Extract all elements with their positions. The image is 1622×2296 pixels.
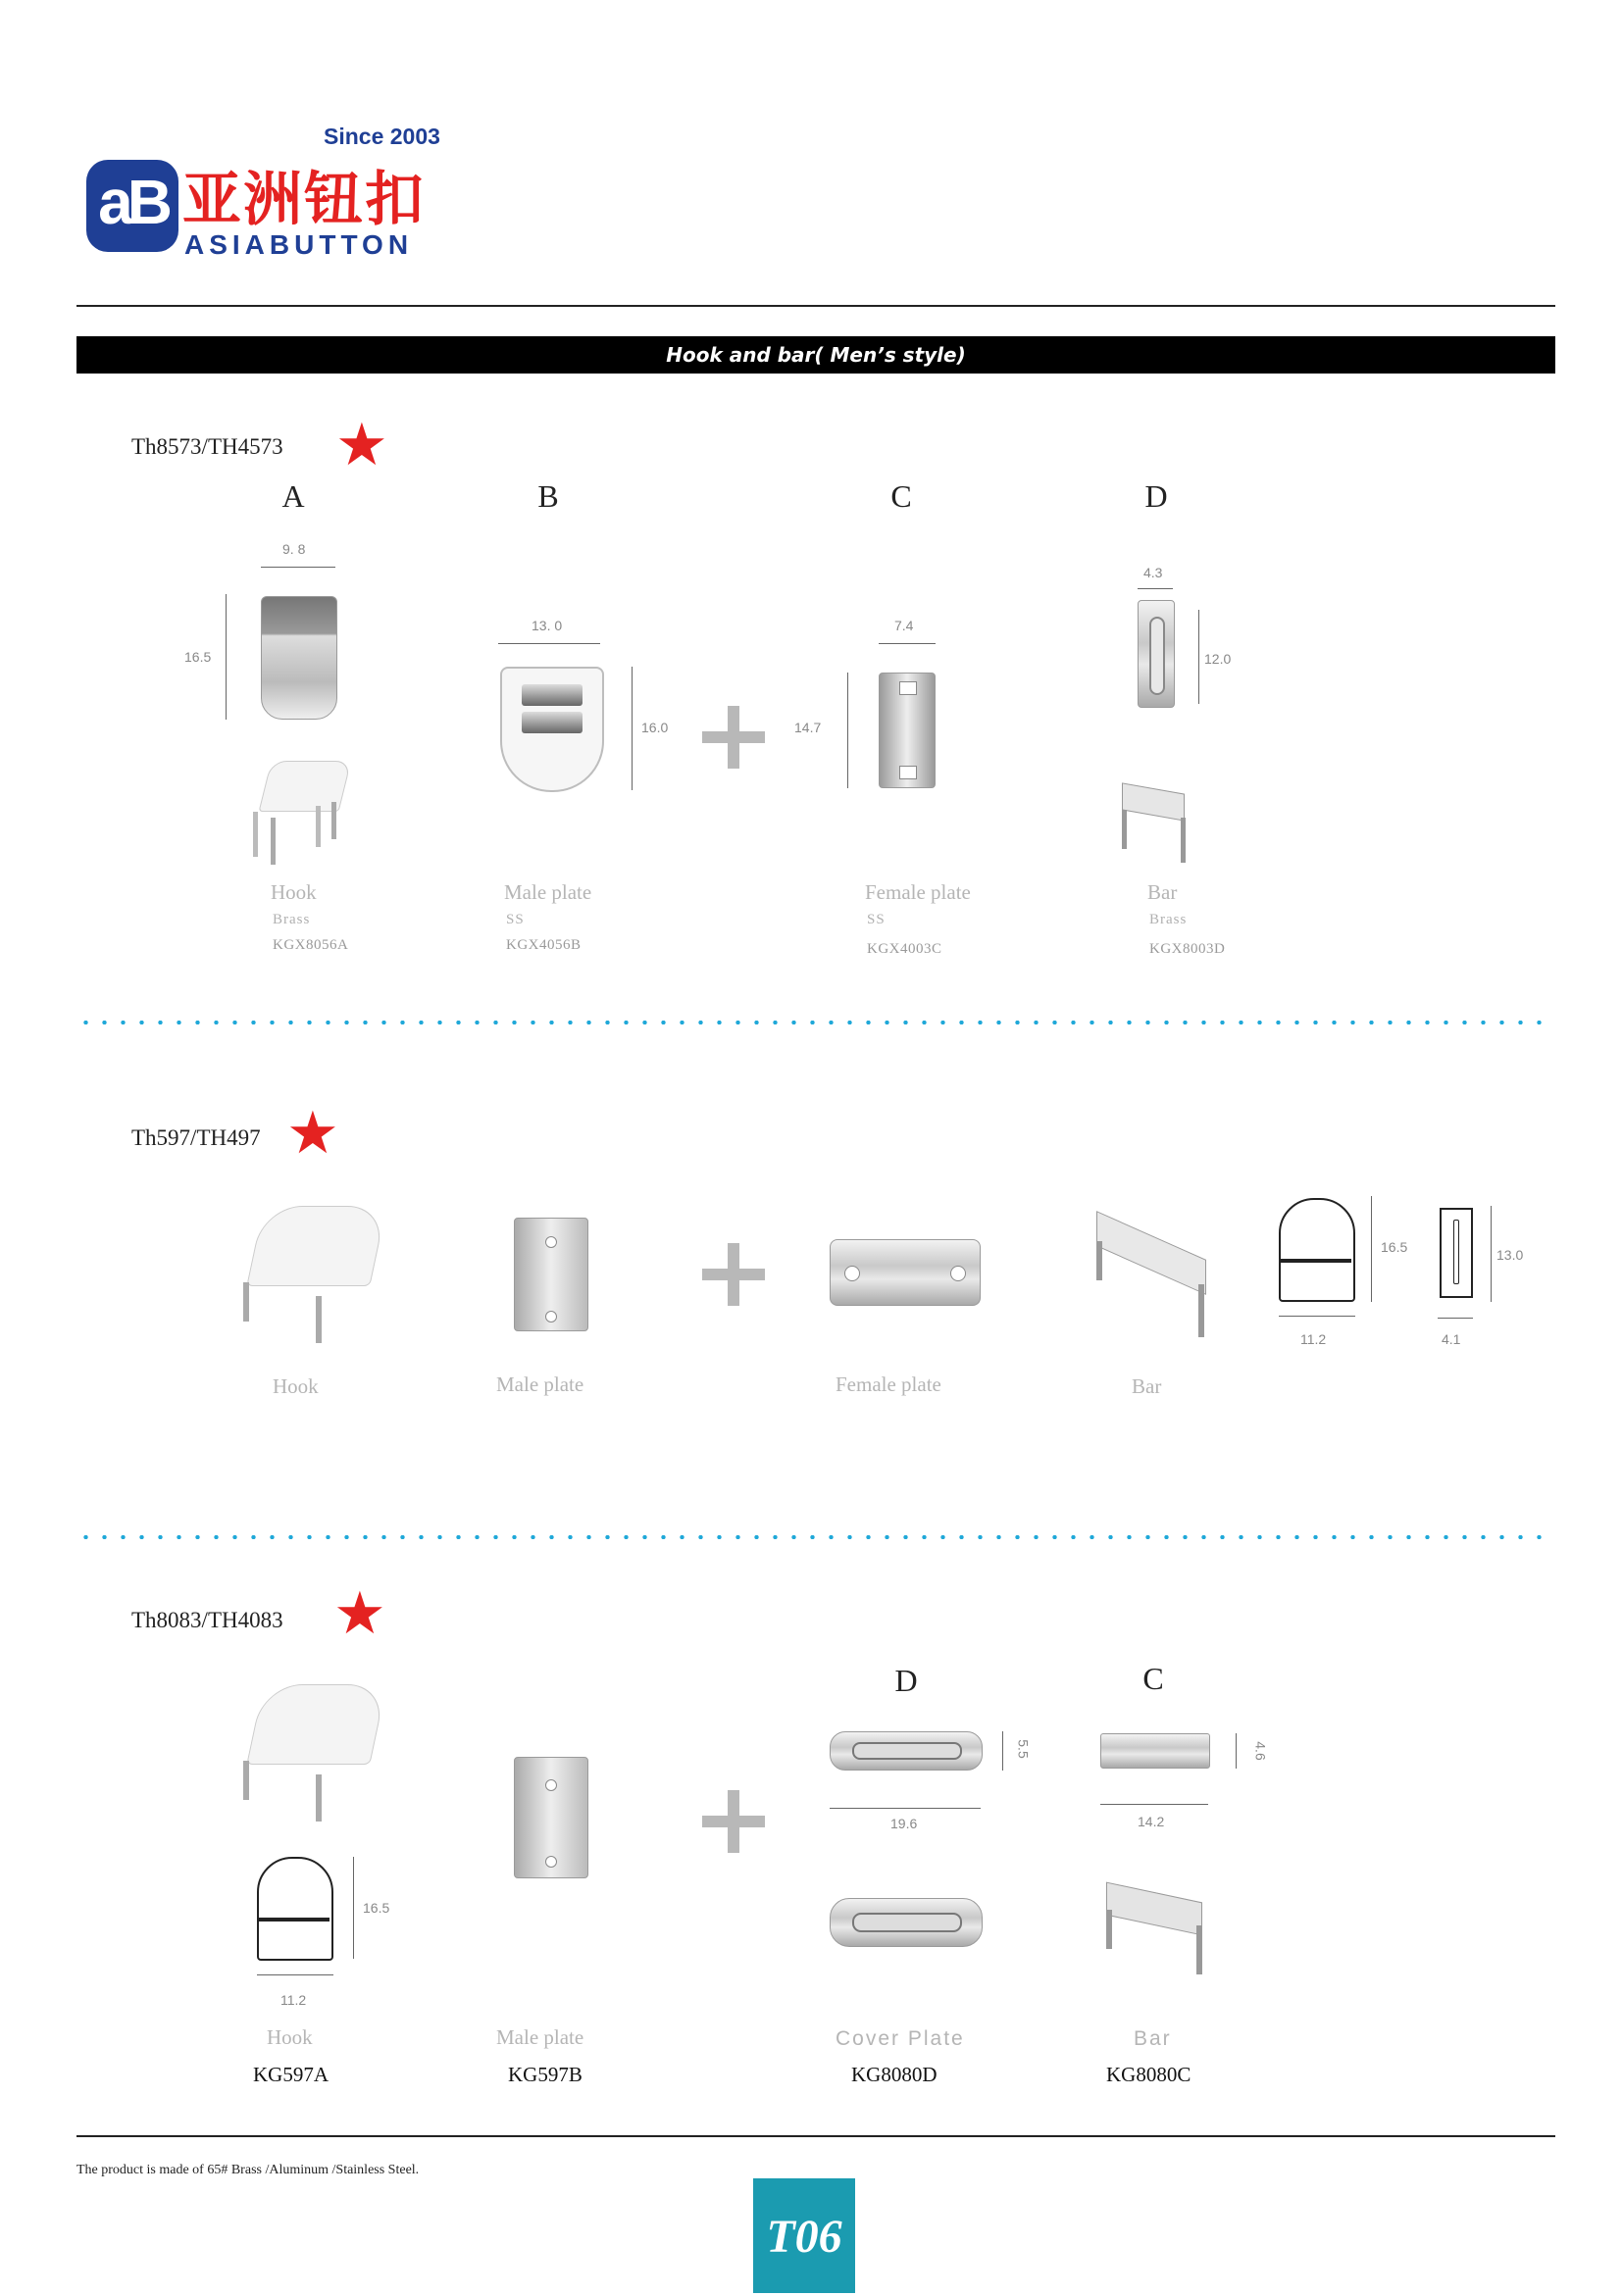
code-1-female-plate: KGX4003C bbox=[867, 941, 942, 957]
male-plate-b-image bbox=[500, 667, 604, 792]
code-3-bar: KG8080C bbox=[1106, 2063, 1191, 2086]
bar-c-3d-image bbox=[1098, 1882, 1216, 1980]
dim-2-bar-width: 4.1 bbox=[1442, 1331, 1461, 1347]
section-divider-2 bbox=[76, 1535, 1555, 1539]
dim-a-height: 16.5 bbox=[184, 649, 212, 665]
plus-icon bbox=[702, 706, 765, 769]
material-1-female-plate: SS bbox=[867, 912, 886, 927]
dim-d-height: 12.0 bbox=[1204, 651, 1232, 667]
male-plate-2-image bbox=[514, 1218, 588, 1331]
dim-3-hook-height: 16.5 bbox=[363, 1900, 390, 1916]
dim-3-bar-height: 4.6 bbox=[1252, 1741, 1269, 1761]
material-1-hook: Brass bbox=[273, 912, 311, 927]
dim-3-cover-height: 5.5 bbox=[1015, 1739, 1032, 1759]
letter-d: D bbox=[1144, 478, 1168, 514]
plus-icon bbox=[702, 1790, 765, 1853]
letter-b: B bbox=[537, 478, 559, 514]
dim-d-width: 4.3 bbox=[1143, 565, 1163, 580]
hook-front-image bbox=[261, 596, 337, 720]
dim-2-hook-width: 11.2 bbox=[1300, 1331, 1327, 1347]
dim-2-hook-height: 16.5 bbox=[1381, 1239, 1408, 1255]
caption-2-bar: Bar bbox=[1132, 1374, 1162, 1398]
material-1-male-plate: SS bbox=[506, 912, 525, 927]
bar-c-image bbox=[1100, 1733, 1210, 1769]
dim-3-bar-width: 14.2 bbox=[1138, 1814, 1165, 1829]
code-1-bar: KGX8003D bbox=[1149, 941, 1226, 957]
code-3-hook: KG597A bbox=[253, 2063, 329, 2086]
caption-1-bar: Bar bbox=[1147, 880, 1178, 904]
footer-rule bbox=[76, 2135, 1555, 2137]
code-1-hook: KGX8056A bbox=[273, 937, 349, 953]
bar-2-outline bbox=[1440, 1208, 1473, 1298]
bar-2-image bbox=[1087, 1216, 1214, 1343]
dim-b-width: 13. 0 bbox=[532, 618, 563, 633]
dim-b-height: 16.0 bbox=[641, 720, 669, 735]
letter-3-d: D bbox=[894, 1663, 918, 1698]
code-1-male-plate: KGX4056B bbox=[506, 937, 582, 953]
dim-c-width: 7.4 bbox=[894, 618, 914, 633]
caption-2-female-plate: Female plate bbox=[836, 1373, 941, 1396]
dim-a-width: 9. 8 bbox=[282, 541, 306, 557]
hook-3-image bbox=[235, 1680, 382, 1825]
material-1-bar: Brass bbox=[1149, 912, 1188, 927]
female-plate-c-image bbox=[879, 673, 936, 788]
hook-2-image bbox=[235, 1202, 382, 1349]
series-title-3: Th8083/TH4083 bbox=[131, 1608, 283, 1632]
hook-3-outline bbox=[257, 1857, 333, 1961]
cover-plate-d-3d-image bbox=[830, 1898, 983, 1947]
letter-c: C bbox=[890, 478, 912, 514]
brand-logo-letters: aB bbox=[98, 167, 167, 237]
female-plate-2-image bbox=[830, 1239, 981, 1306]
bar-d-image bbox=[1138, 600, 1175, 708]
caption-3-bar: Bar bbox=[1134, 2027, 1172, 2050]
brand-chinese-name: 亚洲钮扣 bbox=[182, 166, 426, 234]
dim-2-bar-height: 13.0 bbox=[1496, 1247, 1524, 1263]
caption-1-hook: Hook bbox=[271, 880, 317, 904]
bar-3d-image bbox=[1116, 784, 1191, 867]
dim-c-height: 14.7 bbox=[794, 720, 822, 735]
code-3-male-plate: KG597B bbox=[508, 2063, 583, 2086]
featured-star-icon: ★ bbox=[286, 1099, 339, 1168]
caption-3-cover-plate: Cover Plate bbox=[836, 2027, 965, 2050]
caption-3-male-plate: Male plate bbox=[496, 2025, 584, 2049]
page-number: T06 bbox=[753, 2178, 855, 2293]
series-title-1: Th8573/TH4573 bbox=[131, 434, 283, 459]
section-banner: Hook and bar( Men’s style) bbox=[76, 336, 1555, 374]
letter-a: A bbox=[281, 478, 305, 514]
header-rule bbox=[76, 305, 1555, 307]
male-plate-3-image bbox=[514, 1757, 588, 1878]
brand-english-name: ASIABUTTON bbox=[184, 229, 414, 260]
hook-3d-image bbox=[245, 761, 351, 871]
code-3-cover-plate: KG8080D bbox=[851, 2063, 938, 2086]
caption-2-hook: Hook bbox=[273, 1374, 319, 1398]
caption-2-male-plate: Male plate bbox=[496, 1373, 584, 1396]
letter-3-c: C bbox=[1142, 1661, 1164, 1696]
featured-star-icon: ★ bbox=[333, 1579, 386, 1648]
featured-star-icon: ★ bbox=[335, 411, 388, 479]
section-divider-1 bbox=[76, 1021, 1555, 1024]
material-note: The product is made of 65# Brass /Aluminum /Stainless Steel. bbox=[76, 2163, 420, 2177]
hook-2-outline bbox=[1279, 1198, 1355, 1302]
caption-3-hook: Hook bbox=[267, 2025, 313, 2049]
cover-plate-d-image bbox=[830, 1731, 983, 1771]
dim-3-cover-width: 19.6 bbox=[890, 1816, 918, 1831]
plus-icon bbox=[702, 1243, 765, 1306]
caption-1-male-plate: Male plate bbox=[504, 880, 592, 904]
brand-logo-mark bbox=[86, 160, 178, 252]
dim-3-hook-width: 11.2 bbox=[280, 1992, 307, 2008]
caption-1-female-plate: Female plate bbox=[865, 880, 971, 904]
brand-since: Since 2003 bbox=[324, 124, 440, 149]
series-title-2: Th597/TH497 bbox=[131, 1125, 261, 1150]
